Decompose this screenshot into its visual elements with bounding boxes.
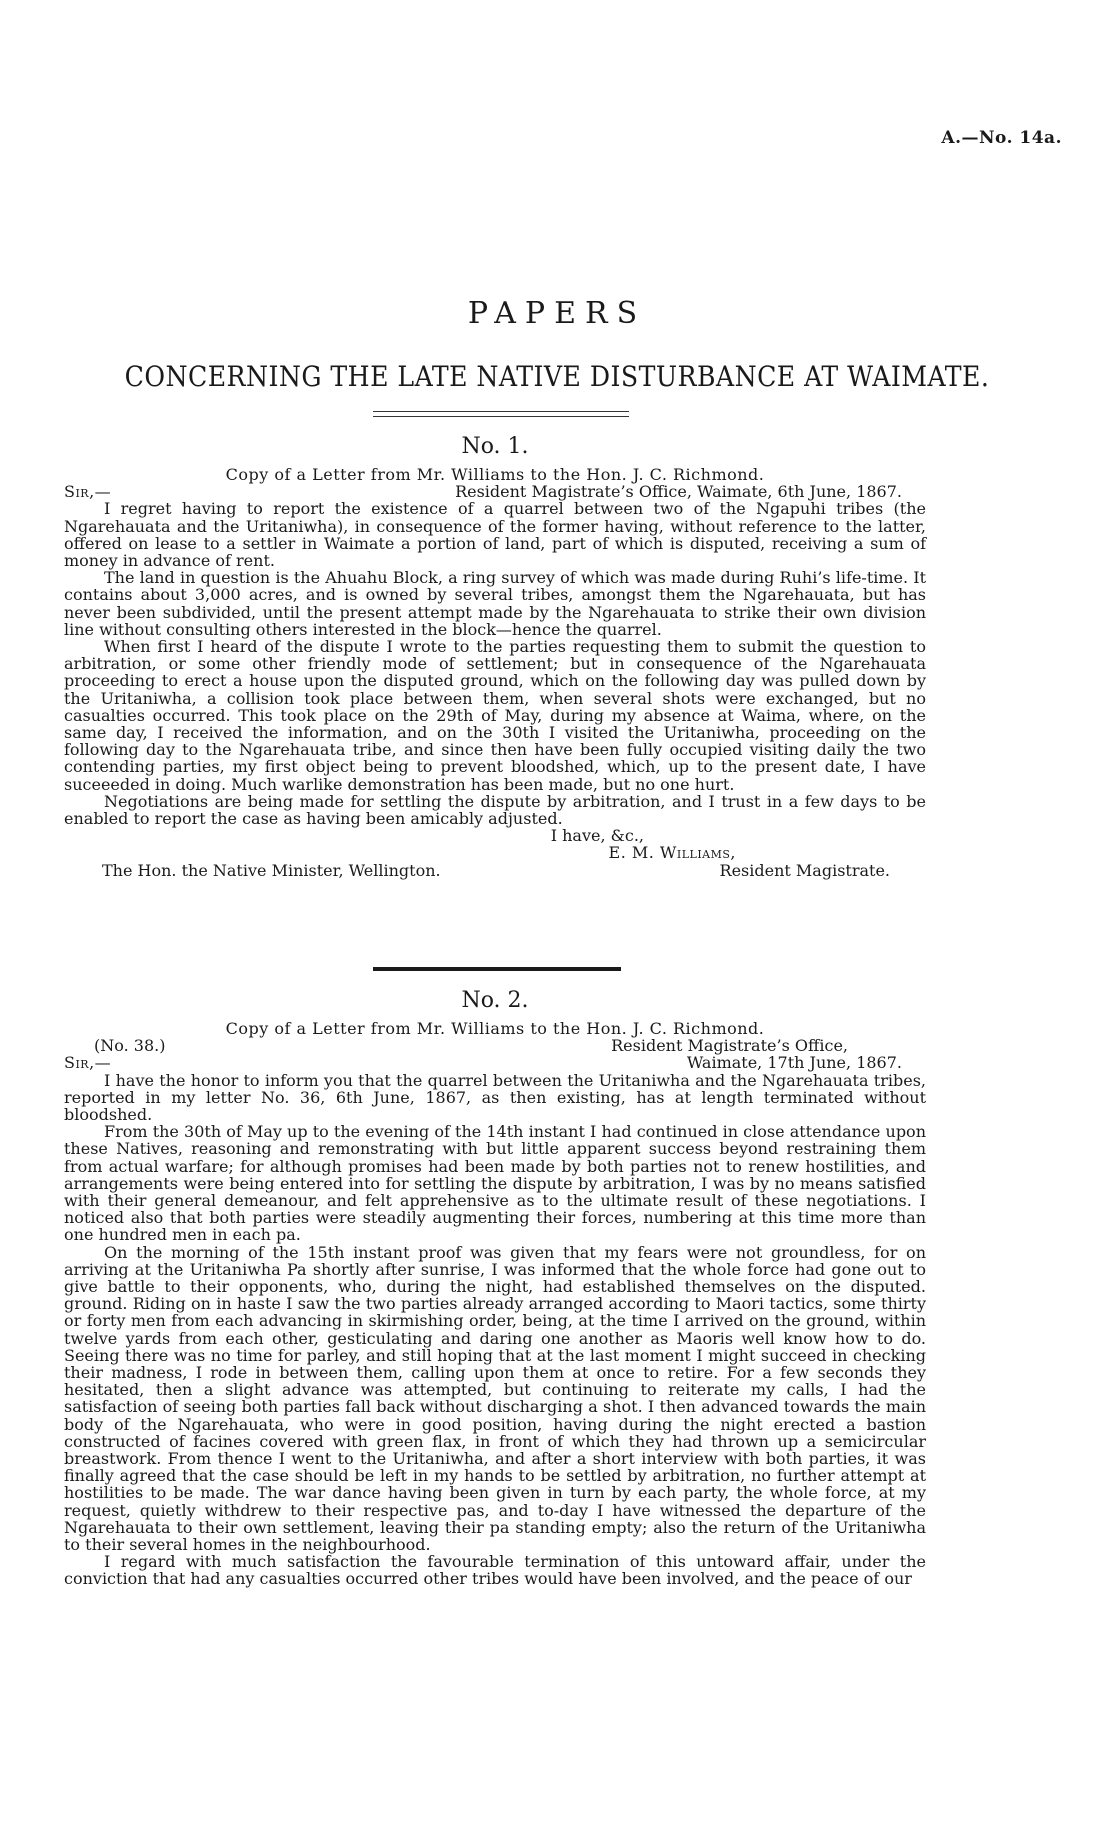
letter-1 <box>64 434 926 879</box>
letter-2-ref-number: (No. 38.) <box>94 1036 166 1056</box>
thick-rule-divider <box>373 967 621 971</box>
double-rule-divider <box>373 411 629 417</box>
letter-2-number: No. 2. <box>461 988 529 1013</box>
letter-1-signatory-title: Resident Magistrate. <box>719 860 890 880</box>
letter-2-paragraph: On the morning of the 15th instant proof was given that my fears were not groundless, for on arriving at the Uritaniwha Pa shortly after sunrise, I was informed that the whole force had gone out to give battle to their opponents, who, during the night, had established themselves on the disputed. ground. Riding on in haste I saw the two parties already arranged according to Maori tactics, some thirty or forty men from each advancing in skirmishing order, being, at the time I arrived on the ground, within twelve yards from each other, gesticulating and daring one another as Maoris well know how to do. Seeing there was no time for parley, and still hoping that at the last moment I might succeed in checking their madness, I rode in between them, calling upon them at once to retire. For a few seconds they hesitated, then a slight advance was attempted, but continuing to reiterate my calls, I had the satisfaction of seeing both parties fall back without discharging a shot. I then advanced towards the main body of the Ngarehauata, who were in good position, having during the night erected a bastion constructed of facines covered with green flax, in front of which they had thrown up a semicircular breastwork. From thence I went to the Uritaniwha, and after a short interview with both parties, it was finally agreed that the case should be left in my hands to be settled by arbitration, no further attempt at hostilities to be made. The war dance having been given in turn by each party, the whole force, at my request, quietly withdrew to their respective pas, and to-day I have witnessed the departure of the Ngarehauata to their own settlement, leaving their pa standing empty; also the return of the Uritaniwha to their several homes in the neighbourhood. <box>64 1242 926 1555</box>
letter-1-paragraph: The land in question is the Ahuahu Block, a ring survey of which was made during Ruhi’s life-time. It contains about 3,000 acres, and is owned by several tribes, amongst them the Ngarehauata, but has never been subdivided, until the present attempt made by the Ngarehauata to strike their own division line without consulting others interested in the block—hence the quarrel. <box>64 568 926 639</box>
letter-2-salutation: Sir,— <box>64 1053 112 1073</box>
letter-2-paragraph: From the 30th of May up to the evening of the 14th instant I had continued in close attendance upon these Natives, reasoning and remonstrating with but little apparent success beyond restraining them from actual warfare; for although promises had been made by both parties not to renew hostilities, and arrangements were being entered into for settling the dispute by arbitration, I was by no means satisfied with their general demeanour, and felt apprehensive as to the ultimate result of these negotiations. I noticed also that both parties were steadily augmenting their forces, numbering at this time more than one hundred men in each pa. <box>64 1122 926 1245</box>
letter-1-paragraph: When first I heard of the dispute I wrote to the parties requesting them to submit the question to arbitration, or some other friendly mode of settlement; but in consequence of the Ngarehauata proceeding to erect a house upon the disputed ground, which on the following day was pulled down by the Uritaniwha, a collision took place between them, when several shots were exchanged, but no casualties occurred. This took place on the 29th of May, during my absence at Waima, where, on the same day, I received the information, and on the 30th I visited the Uritaniwha, proceeding on the following day to the Ngarehauata tribe, and since then have been fully occupied visiting daily the two contending parties, my first object being to prevent bloodshed, which, up to the present date, I have suceeeded in doing. Much warlike demonstration has been made, but no one hurt. <box>64 637 926 794</box>
letter-2-dateline-office: Resident Magistrate’s Office, <box>611 1036 848 1056</box>
letter-2-paragraph: I regard with much satisfaction the favourable termination of this untoward affair, under the conviction that had any casualties occurred other tribes would have been involved, and the peace of our <box>64 1552 926 1589</box>
letter-1-paragraph: I regret having to report the existence of a quarrel between two of the Ngapuhi tribes (the Ngarehauata and the Uritaniwha), in consequence of the former having, without reference to the latter, offered on lease to a settler in Waimate a portion of land, part of which is disputed, receiving a sum of money in advance of rent. <box>64 499 926 570</box>
letter-2-ref-row <box>64 1037 926 1054</box>
letter-2-paragraph: I have the honor to inform you that the quarrel between the Uritaniwha and the Ngarehauata tribes, reported in my letter No. 36, 6th June, 1867, as then existing, has at length terminated without bloodshed. <box>64 1070 926 1124</box>
letter-1-signature: E. M. Williams, <box>608 843 736 863</box>
document-subtitle: CONCERNING THE LATE NATIVE DISTURBANCE AT WAIMATE. <box>124 360 990 393</box>
letter-1-number: No. 1. <box>461 434 529 459</box>
letter-1-paragraph: Negotiations are being made for settling the dispute by arbitration, and I trust in a few days to be enabled to report the case as having been amicably adjusted. <box>64 791 926 829</box>
letter-2-copy-line: Copy of a Letter from Mr. Williams to the Hon. J. C. Richmond. <box>225 1019 765 1038</box>
letter-1-header-row <box>64 483 926 500</box>
document-title: PAPERS <box>467 296 647 331</box>
letter-1-copy-line: Copy of a Letter from Mr. Williams to the Hon. J. C. Richmond. <box>225 465 765 484</box>
document-reference: A.—No. 14a. <box>941 128 1062 148</box>
letter-1-closing: I have, &c., <box>550 826 644 846</box>
letter-1-footer-row <box>64 862 926 879</box>
letter-2-dateline-date: Waimate, 17th June, 1867. <box>686 1053 902 1073</box>
letter-2 <box>64 988 926 1588</box>
letter-2-header-row <box>64 1054 926 1071</box>
letter-1-dateline: Resident Magistrate’s Office, Waimate, 6th June, 1867. <box>455 482 902 502</box>
letter-1-addressee: The Hon. the Native Minister, Wellington. <box>102 860 441 880</box>
letter-1-salutation: Sir,— <box>64 482 112 502</box>
